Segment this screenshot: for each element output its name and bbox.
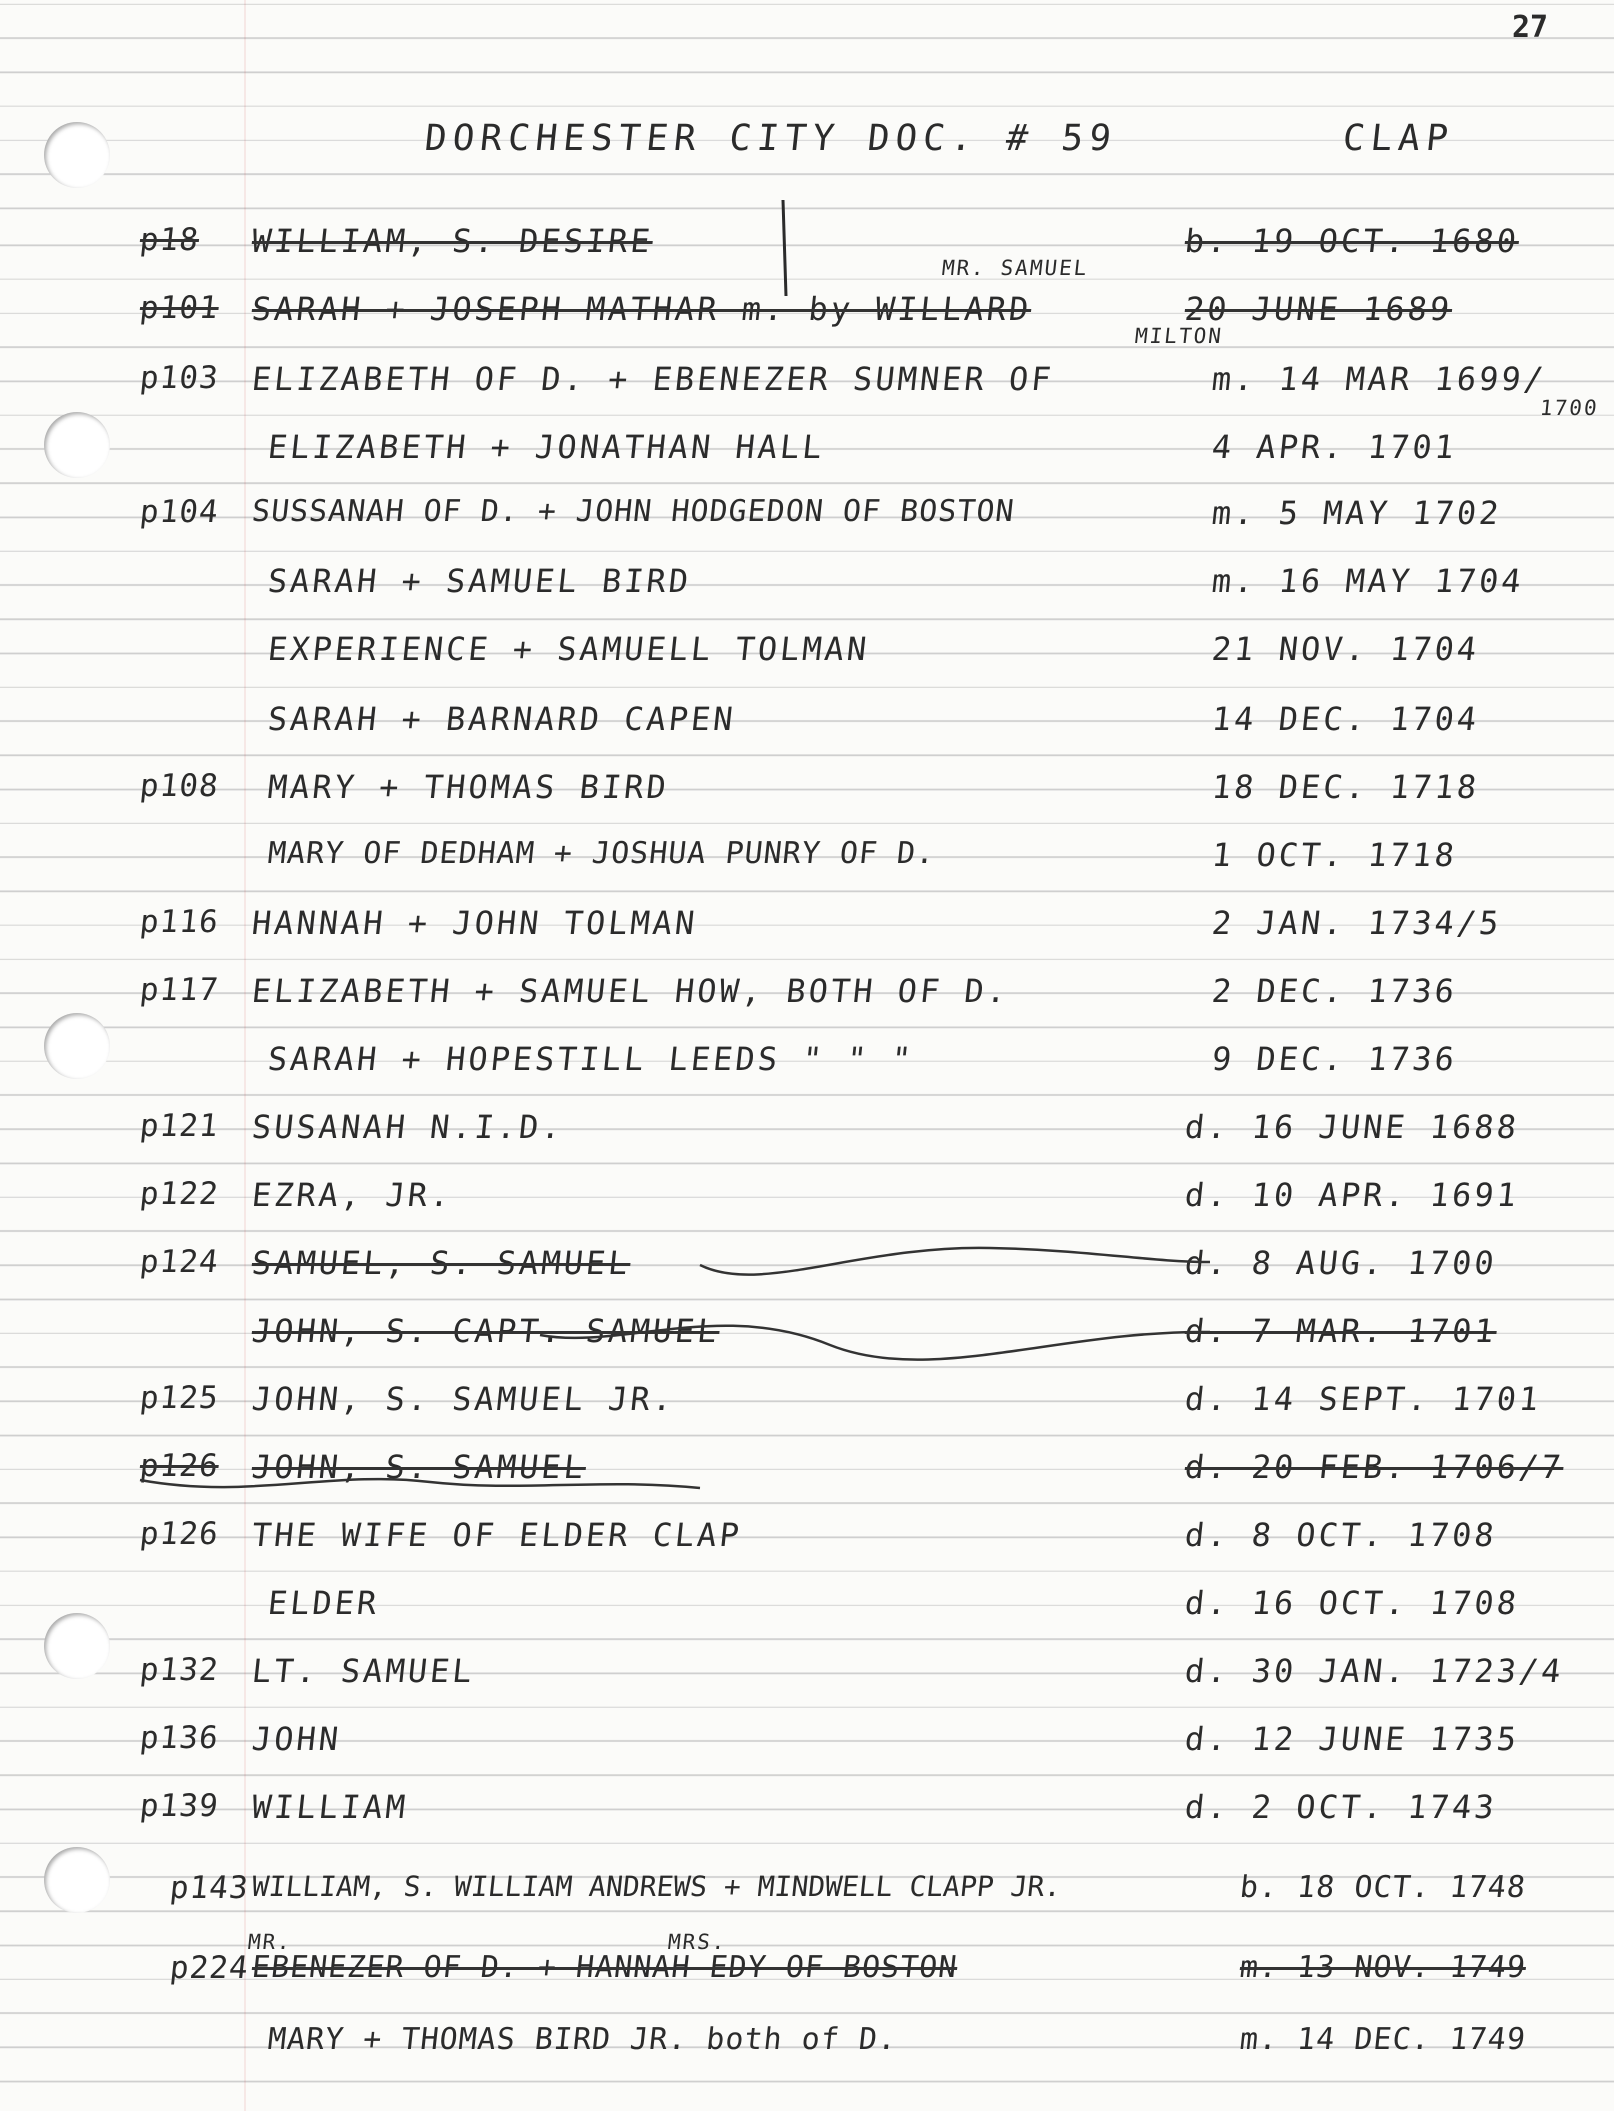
binder-hole-lower-middle [44, 1613, 110, 1679]
entry-text: ELIZABETH + JONATHAN HALL [266, 428, 827, 466]
entry-date: 20 JUNE 1689 [1183, 290, 1455, 328]
entry-date: 21 NOV. 1704 [1210, 630, 1482, 668]
entry-page-ref: p139 [138, 1788, 221, 1824]
entry-text: MARY OF DEDHAM + JOSHUA PUNRY OF D. [266, 836, 937, 871]
entry-text: JOHN, S. CAPT. SAMUEL [250, 1312, 722, 1350]
entry-text: EXPERIENCE + SAMUELL TOLMAN [266, 630, 872, 668]
entry-text: SAMUEL, S. SAMUEL [250, 1244, 633, 1282]
entry-text: LT. SAMUEL [250, 1652, 477, 1690]
entry-date: 9 DEC. 1736 [1210, 1040, 1459, 1078]
entry-date: 2 JAN. 1734/5 [1210, 904, 1504, 942]
entry-date: d. 8 AUG. 1700 [1183, 1244, 1499, 1282]
entry-date: d. 12 JUNE 1735 [1183, 1720, 1521, 1758]
binder-hole-bottom [44, 1847, 110, 1913]
entry-date: d. 10 APR. 1691 [1183, 1176, 1521, 1214]
entry-text: ELIZABETH + SAMUEL HOW, BOTH OF D. [250, 972, 1012, 1010]
entry-page-ref: p108 [138, 768, 221, 804]
entry-date: b. 18 OCT. 1748 [1238, 1870, 1528, 1905]
entry-text: ELIZABETH OF D. + EBENEZER SUMNER OF [250, 360, 1056, 398]
insertion-mr-samuel: MR. SAMUEL [940, 256, 1090, 280]
entry-page-ref: p224 [168, 1950, 251, 1986]
entry-date: 14 DEC. 1704 [1210, 700, 1482, 738]
entry-page-ref: p103 [138, 360, 221, 396]
entry-page-ref: p126 [138, 1516, 221, 1552]
entry-text: MARY + THOMAS BIRD JR. both of D. [266, 2022, 899, 2057]
entry-text: SARAH + JOSEPH MATHAR m. by WILLARD [250, 290, 1034, 328]
insertion-milton: MILTON [1133, 324, 1225, 348]
entry-date: 4 APR. 1701 [1210, 428, 1459, 466]
insertion-mrs: MRS. [666, 1930, 728, 1954]
entry-text: HANNAH + JOHN TOLMAN [250, 904, 700, 942]
entry-page-ref: p18 [138, 222, 201, 258]
entry-page-ref: p104 [138, 494, 221, 530]
entry-page-ref: p126 [138, 1448, 221, 1484]
entry-text: WILLIAM [250, 1788, 410, 1826]
entry-date: m. 5 MAY 1702 [1210, 494, 1504, 532]
divider-stroke [783, 200, 786, 296]
entry-date: 18 DEC. 1718 [1210, 768, 1482, 806]
entry-page-ref: p125 [138, 1380, 221, 1416]
entry-date: m. 14 DEC. 1749 [1238, 2022, 1528, 2057]
entry-text: THE WIFE OF ELDER CLAP [250, 1516, 744, 1554]
entry-date: d. 20 FEB. 1706/7 [1183, 1448, 1566, 1486]
binder-hole-middle [44, 1013, 110, 1079]
entry-page-ref: p121 [138, 1108, 221, 1144]
entry-page-ref: p143 [168, 1870, 251, 1906]
entry-text: SUSANAH N.I.D. [250, 1108, 566, 1146]
entry-text: WILLIAM, S. DESIRE [250, 222, 655, 260]
entry-page-ref: p117 [138, 972, 221, 1008]
entry-date: d. 2 OCT. 1743 [1183, 1788, 1499, 1826]
entry-page-ref: p132 [138, 1652, 221, 1688]
entry-date: d. 8 OCT. 1708 [1183, 1516, 1499, 1554]
entry-page-ref: p122 [138, 1176, 221, 1212]
surname-heading: CLAP [1340, 118, 1456, 159]
entry-date: d. 16 JUNE 1688 [1183, 1108, 1521, 1146]
entry-text: JOHN [250, 1720, 344, 1758]
entry-text: JOHN, S. SAMUEL [250, 1448, 588, 1486]
entry-text: SARAH + BARNARD CAPEN [266, 700, 738, 738]
page-title: DORCHESTER CITY DOC. # 59 [422, 118, 1120, 159]
entry-date: m. 14 MAR 1699/ [1210, 360, 1548, 398]
insertion-1700: 1700 [1538, 396, 1600, 420]
entry-date: d. 16 OCT. 1708 [1183, 1584, 1521, 1622]
entry-text: ELDER [266, 1584, 382, 1622]
entry-date: b. 19 OCT. 1680 [1183, 222, 1521, 260]
entry-page-ref: p101 [138, 290, 221, 326]
entry-date: 1 OCT. 1718 [1210, 836, 1459, 874]
entry-text: SARAH + HOPESTILL LEEDS " " " [266, 1040, 916, 1078]
entry-date: d. 7 MAR. 1701 [1183, 1312, 1499, 1350]
entry-date: m. 13 NOV. 1749 [1238, 1950, 1528, 1985]
entry-date: m. 16 MAY 1704 [1210, 562, 1526, 600]
entry-text: SARAH + SAMUEL BIRD [266, 562, 694, 600]
page-number: 27 [1512, 10, 1549, 45]
entry-date: d. 30 JAN. 1723/4 [1183, 1652, 1566, 1690]
entry-date: 2 DEC. 1736 [1210, 972, 1459, 1010]
entry-text: MARY + THOMAS BIRD [266, 768, 671, 806]
entry-date: d. 14 SEPT. 1701 [1183, 1380, 1544, 1418]
entry-text: WILLIAM, S. WILLIAM ANDREWS + MINDWELL CLAPP JR. [250, 1870, 1063, 1903]
entry-text: SUSSANAH OF D. + JOHN HODGEDON OF BOSTON [250, 494, 1017, 529]
scribble-line [700, 1248, 1210, 1275]
binder-hole-upper-middle [44, 412, 110, 478]
entry-text: EZRA, JR. [250, 1176, 455, 1214]
entry-page-ref: p136 [138, 1720, 221, 1756]
insertion-mr: MR. [246, 1930, 294, 1954]
entry-text: EBENEZER OF D. + HANNAH EDY OF BOSTON [250, 1950, 960, 1985]
entry-page-ref: p116 [138, 904, 221, 940]
entry-text: JOHN, S. SAMUEL JR. [250, 1380, 678, 1418]
binder-hole-top [44, 122, 110, 188]
entry-page-ref: p124 [138, 1244, 221, 1280]
